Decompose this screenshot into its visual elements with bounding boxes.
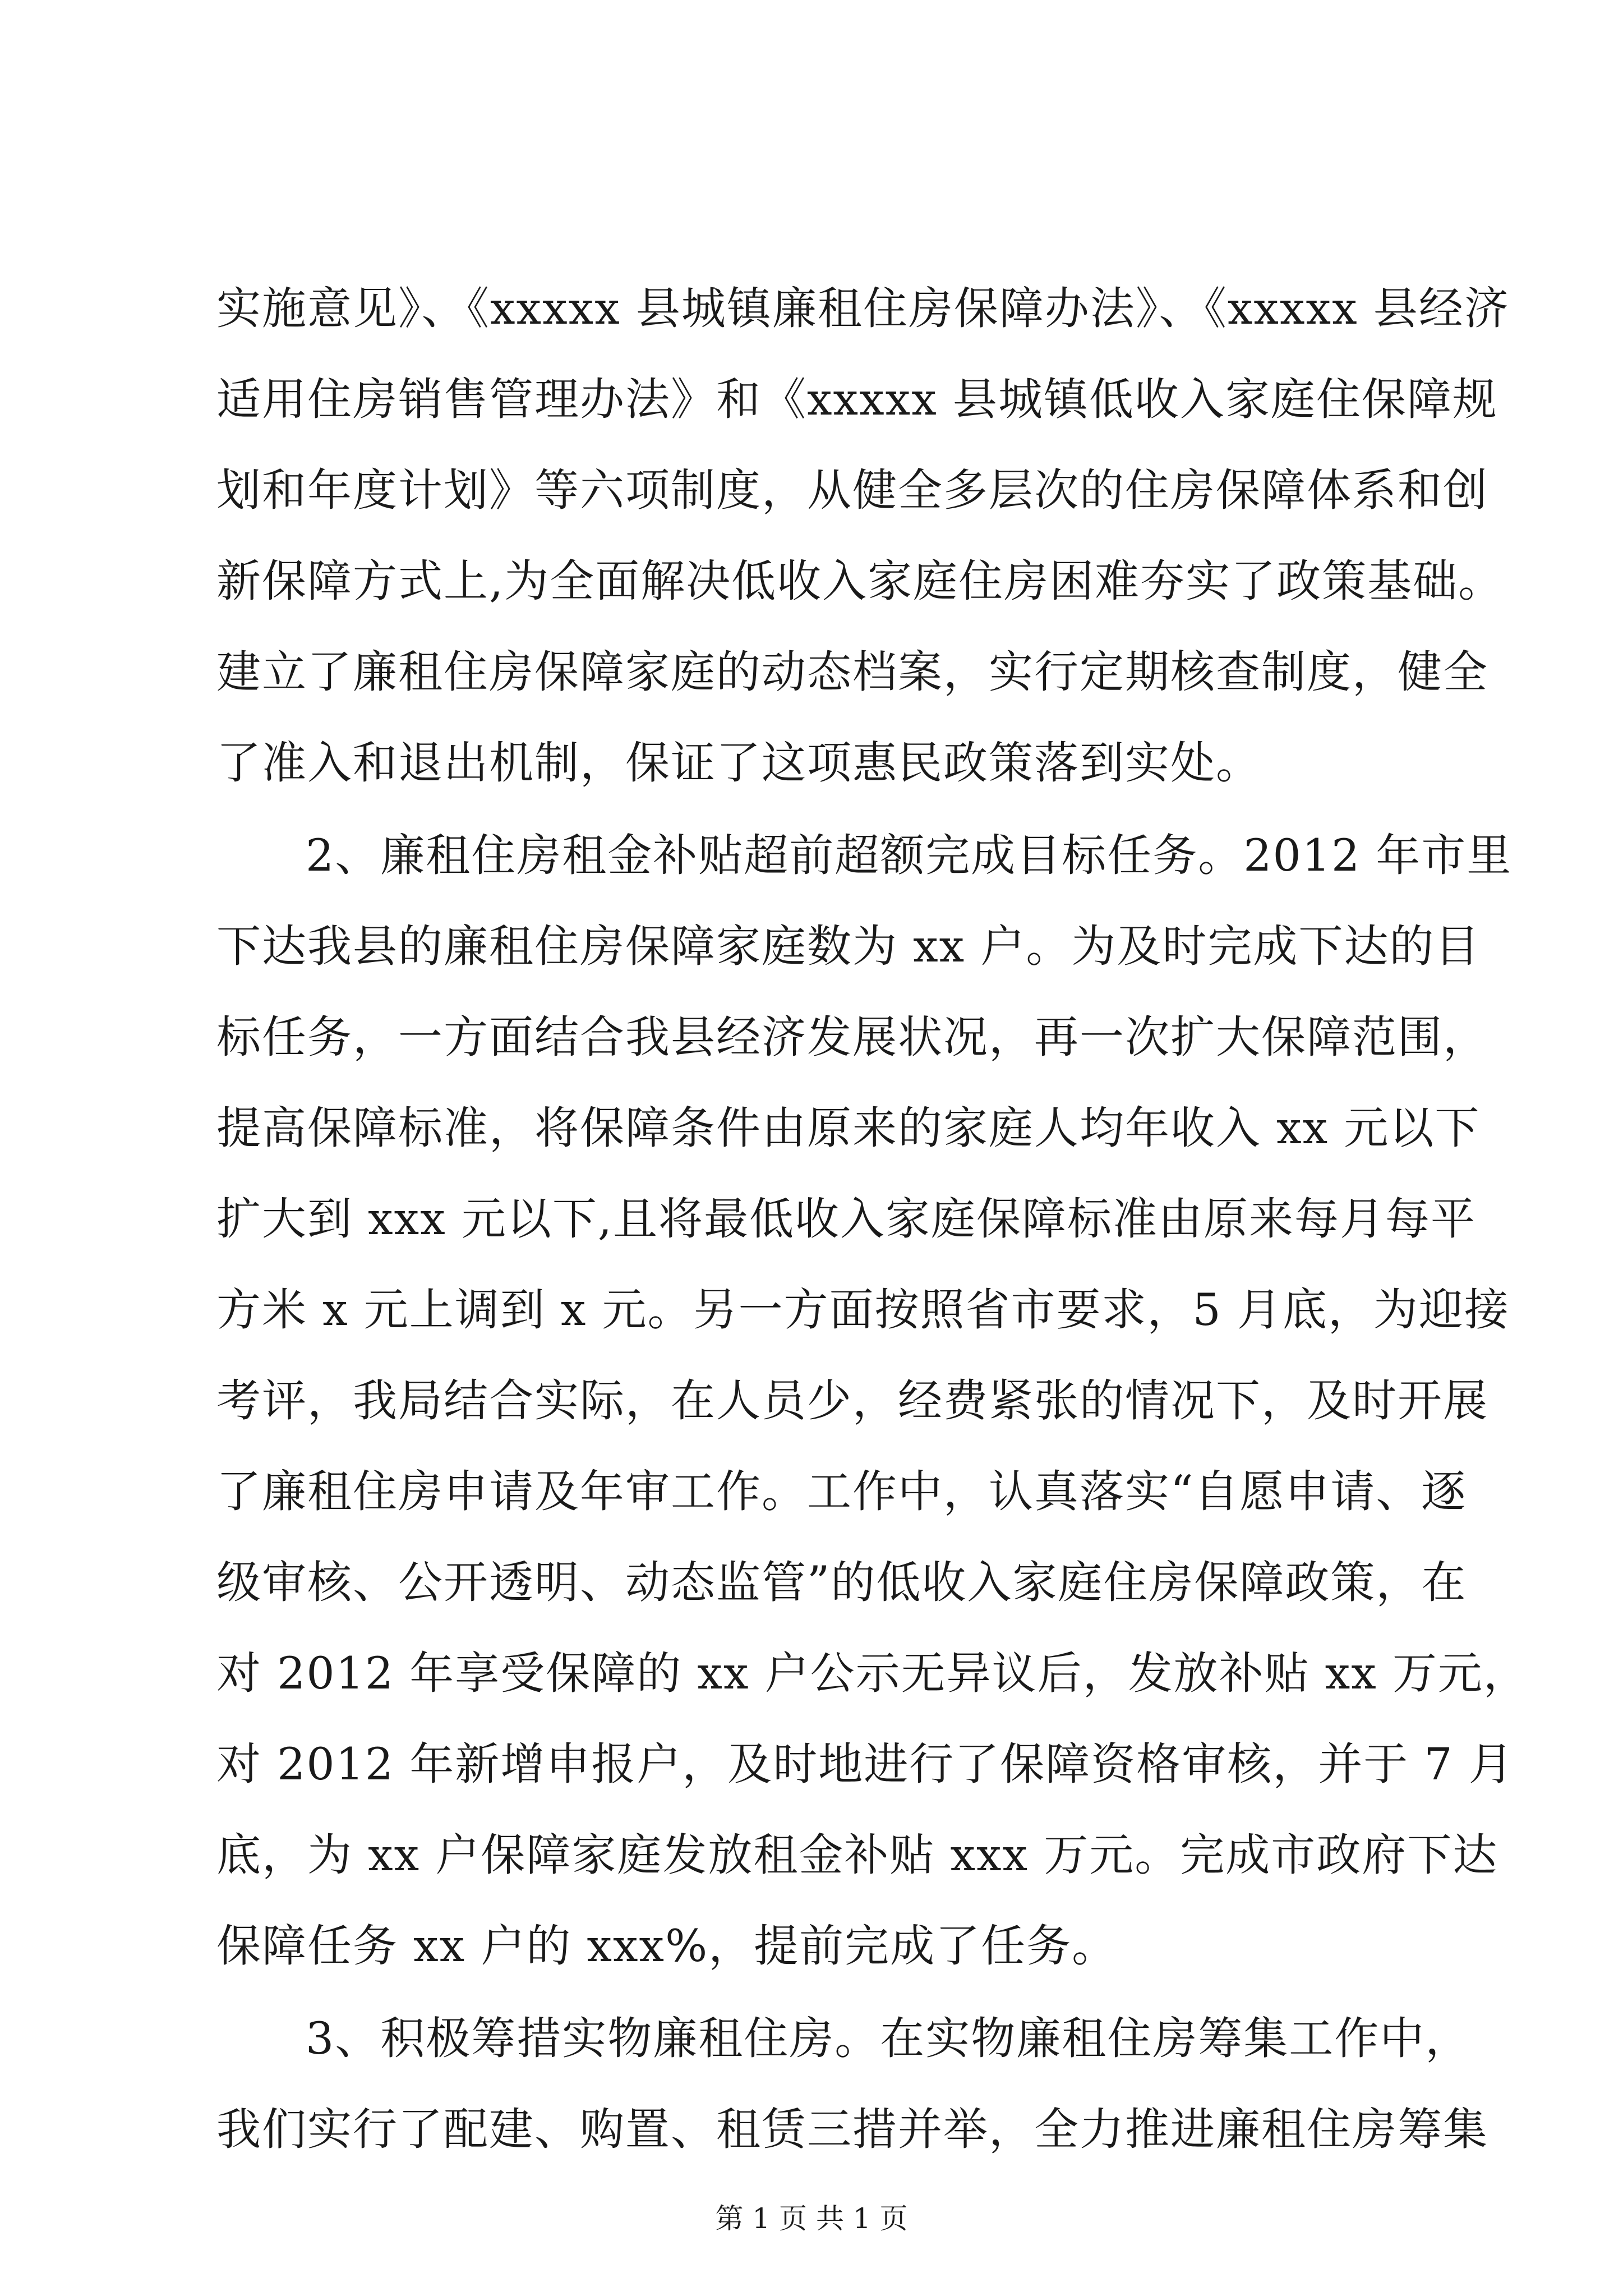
paragraph-start-line: 3、积极筹措实物廉租住房。在实物廉租住房筹集工作中， <box>306 2013 1471 2064</box>
body-line: 了准入和退出机制，保证了这项惠民政策落到实处。 <box>216 737 1261 789</box>
paragraph-start-line: 2、廉租住房租金补贴超前超额完成目标任务。2012 年市里 <box>306 830 1513 881</box>
body-line: 标任务，一方面结合我县经济发展状况，再一次扩大保障范围， <box>216 1011 1488 1063</box>
body-line: 了廉租住房申请及年审工作。工作中，认真落实“自愿申请、逐 <box>216 1466 1467 1517</box>
body-line: 考评，我局结合实际，在人员少，经费紧张的情况下，及时开展 <box>216 1375 1488 1427</box>
body-line: 方米 x 元上调到 x 元。另一方面按照省市要求，5 月底，为迎接 <box>216 1284 1510 1336</box>
body-line: 级审核、公开透明、动态监管”的低收入家庭住房保障政策，在 <box>216 1557 1467 1608</box>
body-line: 实施意见》、《xxxxx 县城镇廉租住房保障办法》、《xxxxx 县经济 <box>216 283 1510 334</box>
body-line: 新保障方式上,为全面解决低收入家庭住房困难夯实了政策基础。 <box>216 555 1504 607</box>
body-line: 我们实行了配建、购置、租赁三措并举，全力推进廉租住房筹集 <box>216 2104 1488 2155</box>
body-line: 划和年度计划》等六项制度，从健全多层次的住房保障体系和创 <box>216 464 1488 516</box>
page-footer: 第 1 页 共 1 页 <box>715 2202 908 2235</box>
body-line: 底，为 xx 户保障家庭发放租金补贴 xxx 万元。完成市政府下达 <box>216 1829 1498 1881</box>
body-line: 建立了廉租住房保障家庭的动态档案，实行定期核查制度，健全 <box>216 646 1488 698</box>
body-line: 下达我县的廉租住房保障家庭数为 xx 户。为及时完成下达的目 <box>216 921 1481 972</box>
body-line: 提高保障标准，将保障条件由原来的家庭人均年收入 xx 元以下 <box>216 1102 1481 1154</box>
body-line: 对 2012 年享受保障的 xx 户公示无异议后，发放补贴 xx 万元， <box>216 1648 1529 1699</box>
body-line: 适用住房销售管理办法》和《xxxxx 县城镇低收入家庭住保障规 <box>216 374 1498 425</box>
body-line: 对 2012 年新增申报户，及时地进行了保障资格审核，并于 7 月 <box>216 1738 1514 1790</box>
body-line: 保障任务 xx 户的 xxx%，提前完成了任务。 <box>216 1920 1118 1972</box>
body-line: 扩大到 xxx 元以下,且将最低收入家庭保障标准由原来每月每平 <box>216 1193 1476 1245</box>
